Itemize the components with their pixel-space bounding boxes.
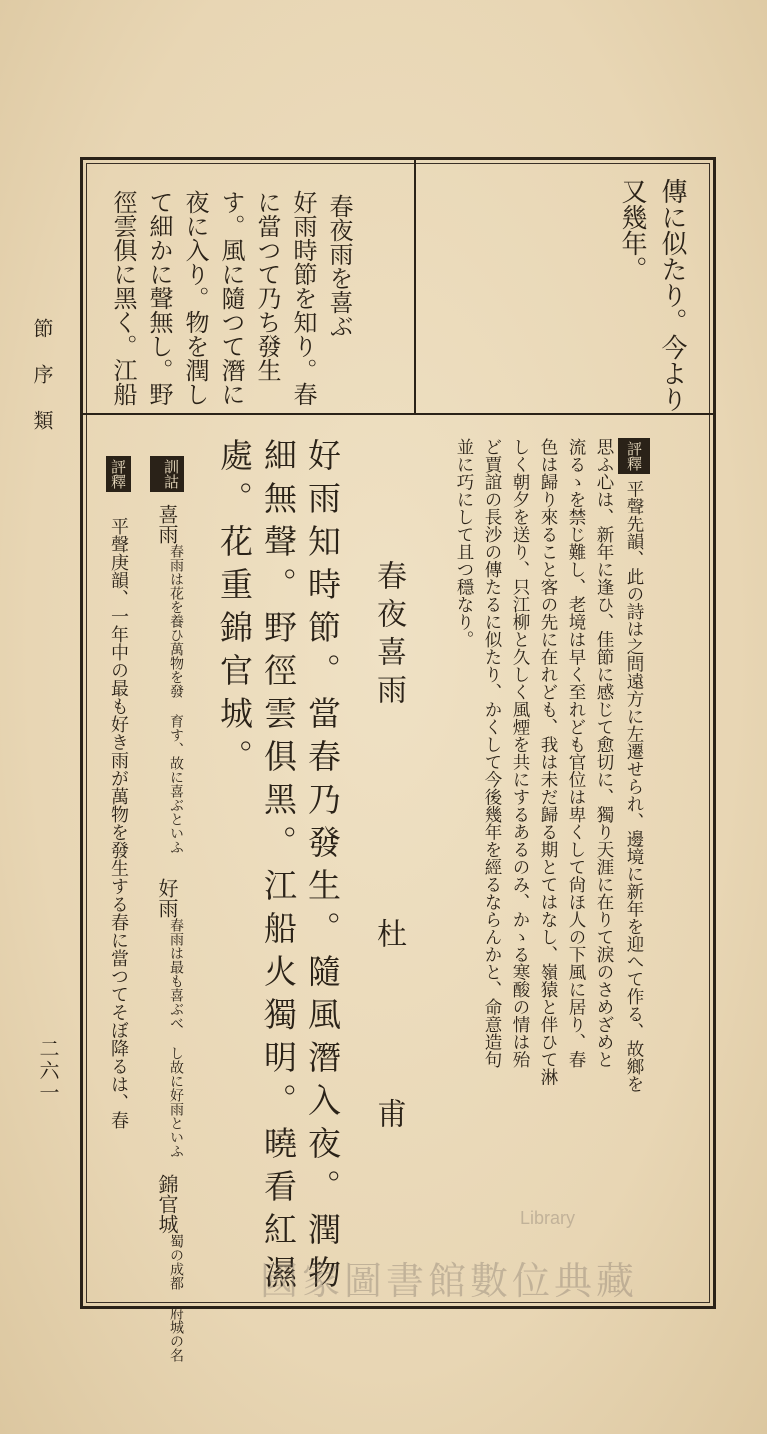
translation-line-4: 夜に入り。物を潤し [181, 190, 209, 406]
notes-column [150, 456, 184, 1362]
commentary-tag: 評釋 [618, 438, 650, 474]
upper-right-line-1: 傳に似たり。今より [657, 178, 687, 412]
poem-line-1: 好雨知時節。當春乃發生。隨風潛入夜。潤物 [303, 438, 342, 1298]
commentary-line-2: 思ふ心は、新年に逢ひ、佳節に感じて愈切に、獨り天涯に在りて淚のさめざめと [594, 438, 614, 1068]
poem-title: 春夜喜雨 [371, 560, 406, 712]
note-gloss-1 [150, 544, 184, 854]
note-gloss-1b: 育す、故に喜ぶといふ [168, 714, 184, 854]
note-term-2: 好雨 [155, 878, 179, 918]
horizontal-divider [80, 413, 716, 415]
commentary-line-7: 並に巧にして且つ穩なり。 [454, 438, 474, 648]
note-gloss-1a: 春雨は花を養ひ萬物を發 [168, 544, 184, 698]
commentary-line-1 [618, 438, 650, 1298]
translation-title: 春夜雨を喜ぶ [325, 194, 353, 338]
translation-line-2: に當つて乃ち發生 [253, 190, 281, 382]
upper-right-text [612, 178, 692, 412]
translation-line-3: す。風に隨つて潛に [217, 190, 245, 406]
section-title: 節序類 [30, 318, 54, 456]
final-commentary-text: 平聲庚韻、一年中の最も好き雨が萬物を發生する春に當つてそぼ降るは、春 [108, 517, 129, 1129]
notes-row [150, 456, 184, 1362]
poem-line-3: 處。花重錦官城。 [215, 438, 254, 782]
note-gloss-2a: 春雨は最も喜ぶべ [168, 918, 184, 1030]
poem-body [212, 438, 344, 1298]
upper-right-line-2: 又幾年。 [617, 178, 647, 282]
page-number: 二六一 [36, 1038, 60, 1104]
translation-line-6: 徑雲俱に黑く。江船 [109, 190, 137, 406]
commentary-line-6: ど賈誼の長沙の傳たるに似たり、かくして今後幾年を經るならんかと、命意造句 [482, 438, 502, 1068]
poem-author: 杜 甫 [371, 918, 406, 1188]
commentary-line-4: 色は歸り來ること客の先に在れども、我は未だ歸る期とてはなし、嶺猿と伴ひて淋 [538, 438, 558, 1086]
commentary-line-1-text: 平聲先韻、此の詩は之問遠方に左遷せられ、邊境に新年を迎へて作る、故鄉を [624, 480, 644, 1093]
final-commentary-tag: 評釋 [106, 456, 131, 492]
commentary-line-5: しく朝夕を送り、只江柳と久しく風煙を共にするあるのみ、かゝる寒酸の情は殆 [510, 438, 530, 1068]
note-gloss-3a: 蜀の成都 [168, 1234, 184, 1290]
final-commentary [104, 456, 132, 1286]
note-gloss-3b: 府城の名 [168, 1306, 184, 1362]
commentary-line-3: 流るゝを禁じ難し、老境は早く至れども官位は卑くして尙ほ人の下風に居り、春 [566, 438, 586, 1068]
commentary-block [450, 438, 650, 1298]
note-gloss-3 [150, 1234, 184, 1362]
library-watermark: 國家圖書館數位典藏 [260, 1259, 639, 1303]
note-term-1: 喜雨 [155, 504, 179, 544]
poem-line-2: 細無聲。野徑雲俱黑。江船火獨明。曉看紅濕 [259, 438, 298, 1298]
vertical-divider [414, 160, 416, 414]
note-term-3: 錦官城 [155, 1174, 179, 1234]
library-watermark-latin: Library [520, 1208, 576, 1228]
note-gloss-2b: し故に好雨といふ [168, 1046, 184, 1158]
translation-line-5: て細かに聲無し。野 [145, 190, 173, 406]
notes-tag: 訓詁 [150, 456, 184, 492]
note-gloss-2 [150, 918, 184, 1158]
upper-left-translation [105, 190, 357, 410]
translation-line-1: 好雨時節を知り。春 [289, 190, 317, 406]
